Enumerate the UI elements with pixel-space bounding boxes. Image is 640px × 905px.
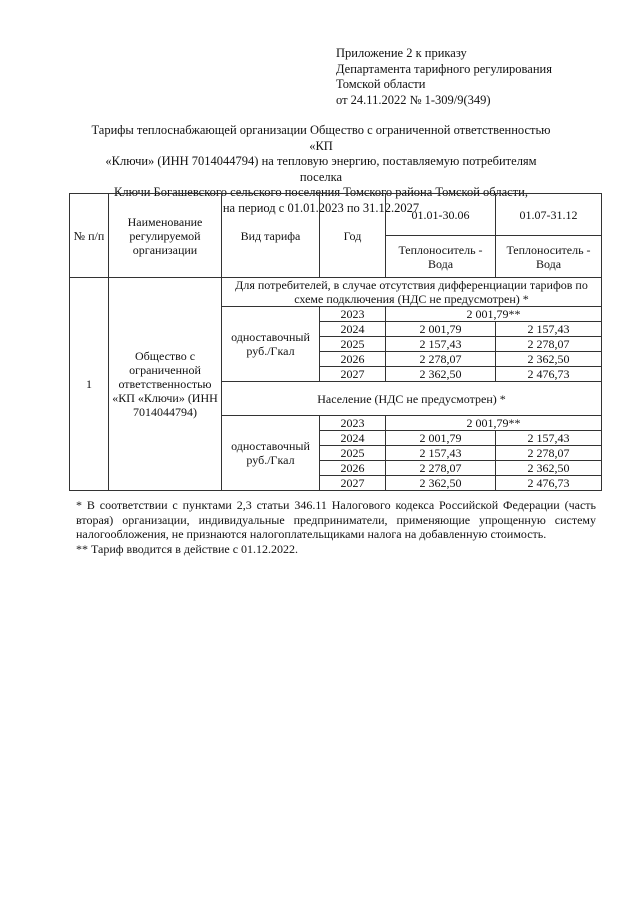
header-year: Год xyxy=(320,194,386,278)
year-cell: 2024 xyxy=(320,431,386,446)
merged-value-cell: 2 001,79** xyxy=(386,416,602,431)
value-h1-cell: 2 362,50 xyxy=(386,476,496,491)
value-h2-cell: 2 476,73 xyxy=(496,367,602,382)
title-line: «Ключи» (ИНН 7014044794) на тепловую энергию, поставляемую потребителям поселка xyxy=(105,154,537,184)
year-cell: 2027 xyxy=(320,367,386,382)
value-h1-cell: 2 157,43 xyxy=(386,446,496,461)
title-line: Ключи Богашевского сельского поселения Томского района Томской области, xyxy=(114,185,528,199)
header-organization: Наименование регулируемой организации xyxy=(109,194,222,278)
year-cell: 2023 xyxy=(320,307,386,322)
title-line: на период с 01.01.2023 по 31.12.2027 xyxy=(222,200,420,215)
appendix-line: Департамента тарифного регулирования xyxy=(336,61,552,76)
appendix-line: от 24.11.2022 № 1-309/9(349) xyxy=(336,92,491,107)
value-h2-cell: 2 157,43 xyxy=(496,431,602,446)
header-carrier-1: Теплоноситель - Вода xyxy=(386,236,496,278)
value-h2-cell: 2 362,50 xyxy=(496,461,602,476)
value-h2-cell: 2 362,50 xyxy=(496,352,602,367)
header-row xyxy=(70,194,602,236)
footnotes xyxy=(76,498,596,556)
value-h1-cell: 2 278,07 xyxy=(386,352,496,367)
appendix-header xyxy=(336,46,552,108)
value-h1-cell: 2 157,43 xyxy=(386,337,496,352)
footnote-tax: * В соответствии с пунктами 2,3 статьи 346.11 Налогового кодекса Российской Федерации (часть вторая) организации, индивидуальные предприниматели, применяющие упрощенную систему налогообложения, не признаются налогоплательщиками налога на добавленную стоимость. xyxy=(76,498,596,541)
year-cell: 2024 xyxy=(320,322,386,337)
footnote-effective-date: ** Тариф вводится в действие с 01.12.2022. xyxy=(76,541,299,556)
section-title: Население (НДС не предусмотрен) * xyxy=(222,382,602,416)
value-h2-cell: 2 157,43 xyxy=(496,322,602,337)
tariff-table xyxy=(69,193,602,491)
tariff-type-cell: одноставочный руб./Гкал xyxy=(222,416,320,491)
value-h2-cell: 2 278,07 xyxy=(496,446,602,461)
section-title-row xyxy=(70,278,602,307)
header-carrier-2: Теплоноситель - Вода xyxy=(496,236,602,278)
year-cell: 2023 xyxy=(320,416,386,431)
header-period-2: 01.07-31.12 xyxy=(496,194,602,236)
section-title: Для потребителей, в случае отсутствия дифференциации тарифов по схеме подключения (НДС не предусмотрен) * xyxy=(222,278,602,307)
header-period-1: 01.01-30.06 xyxy=(386,194,496,236)
value-h1-cell: 2 001,79 xyxy=(386,431,496,446)
value-h2-cell: 2 278,07 xyxy=(496,337,602,352)
year-cell: 2026 xyxy=(320,352,386,367)
merged-value-cell: 2 001,79** xyxy=(386,307,602,322)
value-h1-cell: 2 278,07 xyxy=(386,461,496,476)
year-cell: 2027 xyxy=(320,476,386,491)
year-cell: 2025 xyxy=(320,337,386,352)
value-h2-cell: 2 476,73 xyxy=(496,476,602,491)
appendix-line: Приложение 2 к приказу xyxy=(336,46,467,60)
appendix-line: Томской области xyxy=(336,77,426,91)
header-num: № п/п xyxy=(70,194,109,278)
organization-name: Общество с ограниченной ответственностью «КП «Ключи» (ИНН 7014044794) xyxy=(109,278,222,491)
tariff-type-cell: одноставочный руб./Гкал xyxy=(222,307,320,382)
title-line: Тарифы теплоснабжающей организации Общество с ограниченной ответственностью «КП xyxy=(91,123,551,153)
row-number: 1 xyxy=(70,278,109,491)
value-h1-cell: 2 001,79 xyxy=(386,322,496,337)
value-h1-cell: 2 362,50 xyxy=(386,367,496,382)
year-cell: 2026 xyxy=(320,461,386,476)
header-tariff-type: Вид тарифа xyxy=(222,194,320,278)
year-cell: 2025 xyxy=(320,446,386,461)
